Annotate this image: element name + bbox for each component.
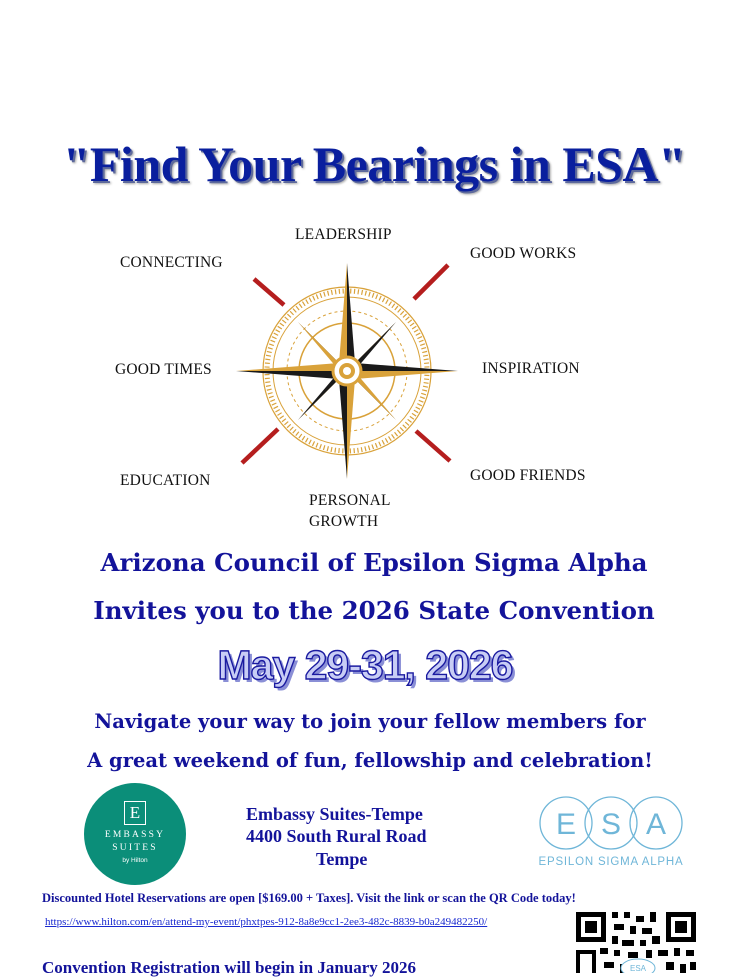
embassy-logo-line2: SUITES [112, 843, 158, 853]
hotel-qr-code[interactable] [574, 910, 698, 973]
hotel-reservation-link[interactable]: https://www.hilton.com/en/attend-my-event/phxtpes-912-8a8e9cc1-2ee3-482c-8839-b0a249482250/ [45, 916, 488, 928]
embassy-suites-logo [84, 783, 186, 885]
compass-label-east: INSPIRATION [482, 360, 580, 377]
compass-label-south-line2: GROWTH [309, 513, 379, 530]
esa-circles-graphic [536, 792, 686, 854]
venue-city: Tempe [316, 849, 368, 869]
ray-sw [242, 429, 278, 463]
invitation-line-3: Navigate your way to join your fellow members for [94, 710, 646, 733]
compass-label-west: GOOD TIMES [115, 361, 212, 378]
esa-letter-e: E [555, 808, 577, 841]
hotel-reservation-note: Discounted Hotel Reservations are open [$169.00 + Taxes]. Visit the link or scan the QR Code today! [42, 891, 576, 905]
page-title: "Find Your Bearings in ESA" [62, 136, 686, 192]
convention-dates: May 29-31, 2026 [217, 642, 513, 688]
esa-logo-subtitle: EPSILON SIGMA ALPHA [538, 856, 684, 868]
esa-logo [536, 792, 686, 877]
embassy-mark: E [124, 801, 146, 825]
compass-label-southeast: GOOD FRIENDS [470, 467, 586, 484]
esa-letter-a: A [645, 808, 667, 841]
compass-rose-graphic [228, 255, 468, 485]
compass-label-southwest: EDUCATION [120, 472, 211, 489]
venue-address: 4400 South Rural Road [246, 826, 427, 846]
compass-label-north: LEADERSHIP [295, 226, 392, 243]
embassy-logo-line1: EMBASSY [104, 830, 166, 840]
qr-esa-badge: ESA [629, 964, 647, 973]
qr-code-graphic [574, 910, 698, 973]
compass-label-northwest: CONNECTING [120, 254, 223, 271]
invitation-line-1: Arizona Council of Epsilon Sigma Alpha [100, 548, 648, 577]
compass-label-south-line1: PERSONAL [309, 492, 391, 509]
ray-ne [414, 265, 448, 299]
embassy-logo-line3: by Hilton [122, 857, 148, 864]
ray-se [416, 431, 450, 461]
esa-letter-s: S [600, 808, 622, 841]
venue-name: Embassy Suites-Tempe [246, 804, 423, 824]
registration-note: Convention Registration will begin in January 2026 [42, 958, 417, 977]
compass-label-northeast: GOOD WORKS [470, 245, 577, 262]
ray-nw [254, 279, 284, 305]
invitation-line-2: Invites you to the 2026 State Convention [93, 596, 655, 625]
invitation-line-4: A great weekend of fun, fellowship and celebration! [87, 749, 653, 772]
